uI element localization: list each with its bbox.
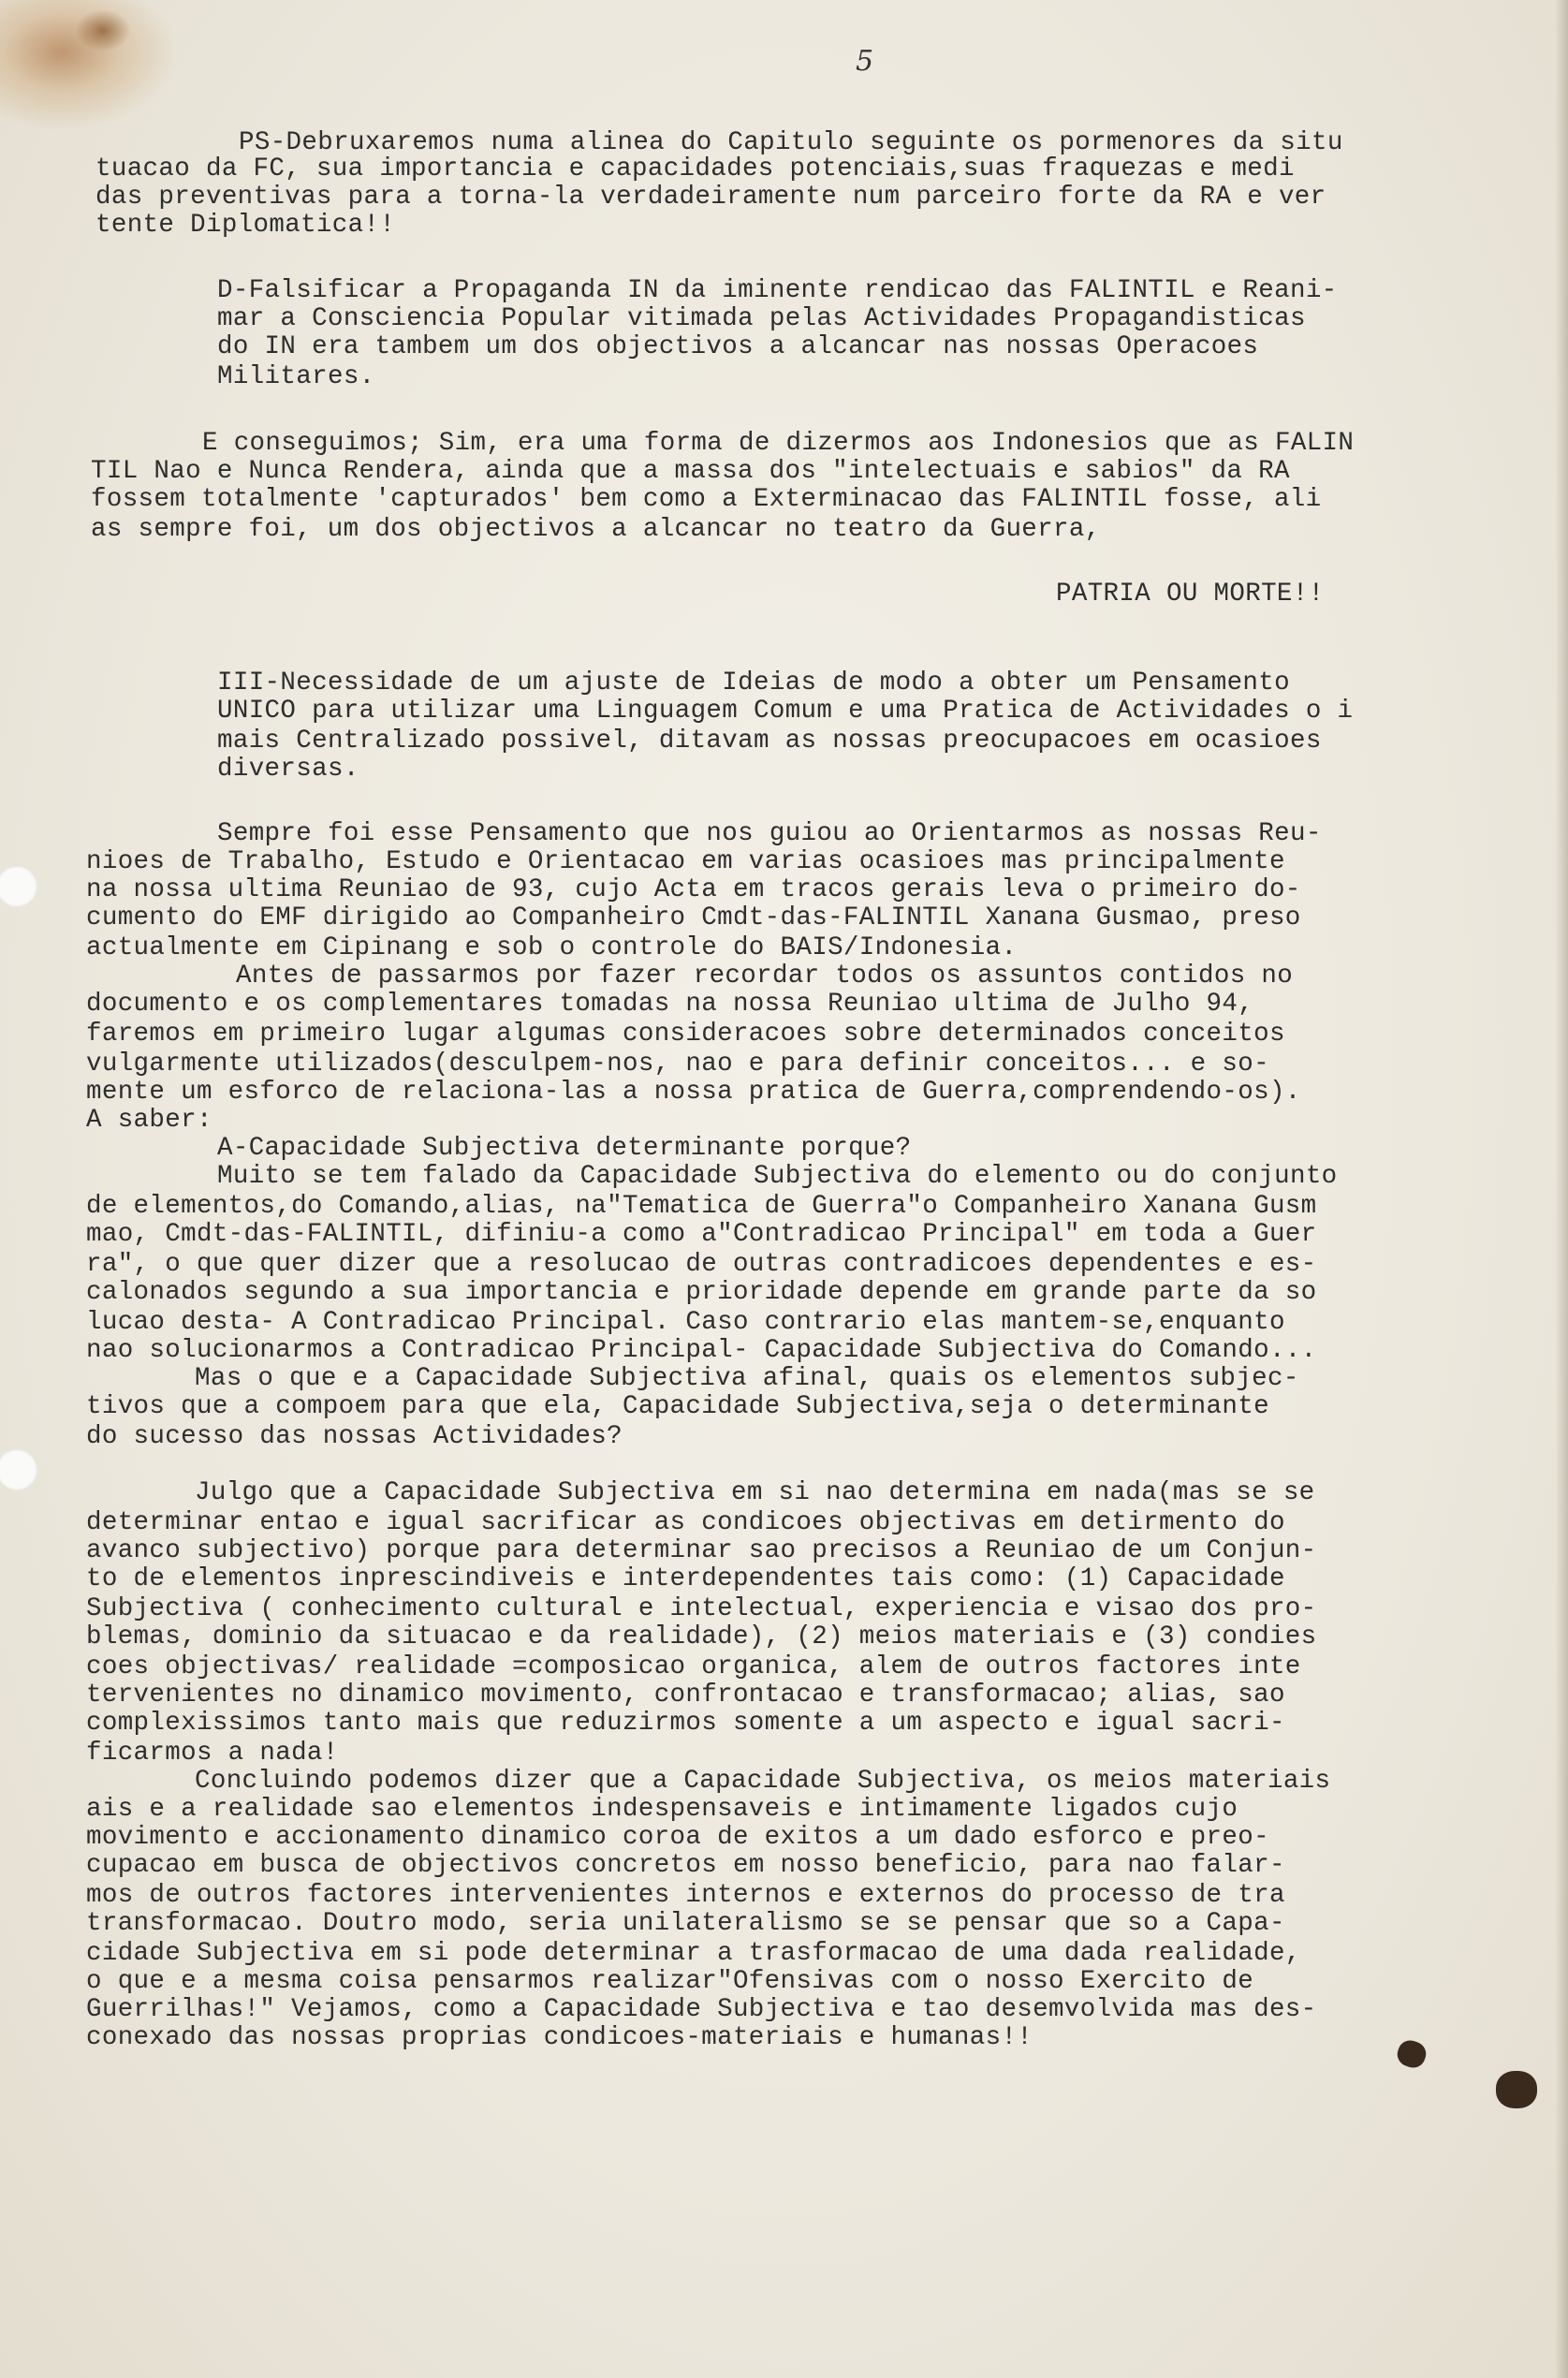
text-line: mente um esforco de relaciona-las a nossa pratica de Guerra,comprendendo-os). — [86, 1078, 1301, 1107]
text-line: ais e a realidade sao elementos indespensaveis e intimamente ligados cujo — [86, 1795, 1238, 1824]
text-line: blemas, dominio da situacao e da realidade), (2) meios materiais e (3) condies — [86, 1622, 1317, 1651]
text-line: Muito se tem falado da Capacidade Subjectiva do elemento ou do conjunto — [217, 1162, 1338, 1191]
text-line: faremos em primeiro lugar algumas consideracoes sobre determinados conceitos — [86, 1020, 1285, 1049]
text-line: complexissimos tanto mais que reduzirmos somente a um aspecto e igual sacri- — [86, 1709, 1285, 1738]
text-line: tervenientes no dinamico movimento, confrontacao e transformacao; alias, sao — [86, 1681, 1285, 1710]
text-line: vulgarmente utilizados(desculpem-nos, nao e para definir conceitos... e so- — [86, 1050, 1269, 1079]
text-line: Sempre foi esse Pensamento que nos guiou ao Orientarmos as nossas Reu- — [217, 819, 1322, 848]
page-number: 5 — [856, 45, 874, 78]
text-line: UNICO para utilizar uma Linguagem Comum e uma Pratica de Actividades o i — [217, 697, 1354, 726]
text-line: Concluindo podemos dizer que a Capacidade Subjectiva, os meios materiais — [195, 1767, 1331, 1796]
text-line: do IN era tambem um dos objectivos a alcancar nas nossas Operacoes — [217, 332, 1259, 361]
text-line: lucao desta- A Contradicao Principal. Caso contrario elas mantem-se,enquanto — [86, 1308, 1285, 1337]
text-line: A saber: — [86, 1106, 212, 1135]
text-line: na nossa ultima Reuniao de 93, cujo Acta em tracos gerais leva o primeiro do- — [86, 875, 1301, 904]
text-line: das preventivas para a torna-la verdadeiramente num parceiro forte da RA e ver — [95, 183, 1326, 212]
subsection-heading: A-Capacidade Subjectiva determinante porque? — [217, 1134, 912, 1163]
text-line: documento e os complementares tomadas na nossa Reuniao ultima de Julho 94, — [86, 990, 1254, 1019]
text-line: as sempre foi, um dos objectivos a alcancar no teatro da Guerra, — [91, 515, 1101, 544]
text-line: tuacao da FC, sua importancia e capacidades potenciais,suas fraquezas e medi — [95, 154, 1295, 183]
text-line: transformacao. Doutro modo, seria unilateralismo se se pensar que so a Capa- — [86, 1909, 1285, 1938]
text-line: cumento do EMF dirigido ao Companheiro Cmdt-das-FALINTIL Xanana Gusmao, preso — [86, 903, 1301, 932]
text-line: coes objectivas/ realidade =composicao organica, alem de outros factores inte — [86, 1652, 1301, 1681]
text-line: calonados segundo a sua importancia e prioridade depende em grande parte da so — [86, 1278, 1317, 1307]
closing-slogan: PATRIA OU MORTE!! — [1056, 580, 1325, 609]
text-line: tente Diplomatica!! — [95, 211, 396, 240]
text-line: fossem totalmente 'capturados' bem como a Exterminacao das FALINTIL fosse, ali — [91, 485, 1322, 514]
text-line: E conseguimos; Sim, era uma forma de dizermos aos Indonesios que as FALIN — [202, 429, 1355, 458]
text-line: Subjectiva ( conhecimento cultural e intelectual, experiencia e visao dos pro- — [86, 1594, 1317, 1623]
text-line: diversas. — [217, 755, 359, 784]
text-line: D-Falsificar a Propaganda IN da iminente rendicao das FALINTIL e Reani- — [217, 276, 1338, 305]
text-line: conexado das nossas proprias condicoes-materiais e humanas!! — [86, 2023, 1033, 2052]
text-line: mao, Cmdt-das-FALINTIL, difiniu-a como a"Contradicao Principal" em toda a Guer — [86, 1220, 1317, 1249]
text-line: tivos que a compoem para que ela, Capacidade Subjectiva,seja o determinante — [86, 1392, 1269, 1421]
text-line: Mas o que e a Capacidade Subjectiva afinal, quais os elementos subjec- — [195, 1364, 1299, 1393]
text-line: o que e a mesma coisa pensarmos realizar"Ofensivas com o nosso Exercito de — [86, 1967, 1254, 1996]
text-line: cidade Subjectiva em si pode determinar a trasformacao de uma dada realidade, — [86, 1939, 1301, 1968]
text-line: to de elementos inprescindiveis e interdependentes tais como: (1) Capacidade — [86, 1564, 1285, 1593]
text-line: de elementos,do Comando,alias, na"Tematica de Guerra"o Companheiro Xanana Gusm — [86, 1192, 1317, 1221]
text-line: mos de outros factores intervenientes internos e externos do processo de tra — [86, 1881, 1285, 1910]
text-line: cupacao em busca de objectivos concretos em nosso beneficio, para nao falar- — [86, 1851, 1285, 1880]
text-line: movimento e accionamento dinamico coroa de exitos a um dado esforco e preo- — [86, 1823, 1269, 1852]
text-line: Julgo que a Capacidade Subjectiva em si nao determina em nada(mas se se — [195, 1478, 1315, 1507]
section-heading: III-Necessidade de um ajuste de Ideias de modo a obter um Pensamento — [217, 668, 1290, 697]
text-line: Antes de passarmos por fazer recordar todos os assuntos contidos no — [236, 961, 1294, 991]
text-line: ficarmos a nada! — [86, 1739, 339, 1768]
text-line: do sucesso das nossas Actividades? — [86, 1422, 623, 1451]
text-line: Militares. — [217, 362, 375, 391]
text-line: nao solucionarmos a Contradicao Principal- Capacidade Subjectiva do Comando... — [86, 1336, 1317, 1365]
text-line: avanco subjectivo) porque para determinar sao precisos a Reuniao de um Conjun- — [86, 1536, 1317, 1565]
text-line: mar a Consciencia Popular vitimada pelas Actividades Propagandisticas — [217, 304, 1306, 333]
text-line: ra", o que quer dizer que a resolucao de outras contradicoes dependentes e es- — [86, 1250, 1317, 1279]
text-line: TIL Nao e Nunca Rendera, ainda que a massa dos "intelectuais e sabios" da RA — [91, 457, 1290, 486]
text-line: Guerrilhas!" Vejamos, como a Capacidade Subjectiva e tao desemvolvida mas des- — [86, 1995, 1317, 2024]
text-line: mais Centralizado possivel, ditavam as nossas preocupacoes em ocasioes — [217, 727, 1322, 756]
text-line: actualmente em Cipinang e sob o controle do BAIS/Indonesia. — [86, 933, 1018, 962]
text-line: PS-Debruxaremos numa alinea do Capitulo seguinte os pormenores da situ — [239, 128, 1343, 157]
text-line: determinar entao e igual sacrificar as condicoes objectivas em detirmento do — [86, 1508, 1285, 1537]
text-line: nioes de Trabalho, Estudo e Orientacao em varias ocasioes mas principalmente — [86, 847, 1285, 876]
